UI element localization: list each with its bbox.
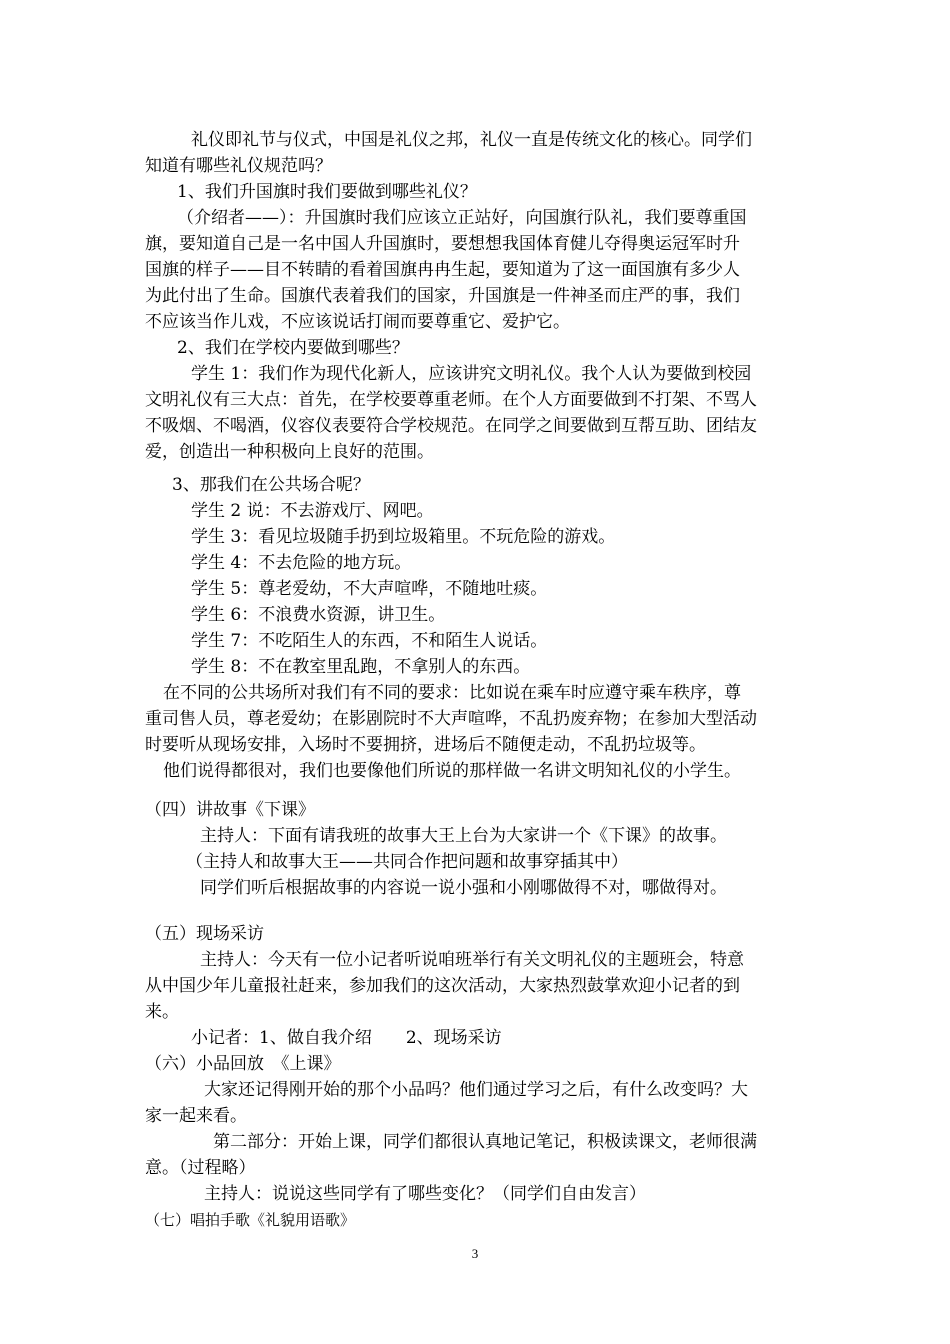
text-line: 他们说得都很对，我们也要像他们所说的那样做一名讲文明知礼仪的小学生。 <box>163 761 741 781</box>
text-line: 大家还记得刚开始的那个小品吗？他们通过学习之后，有什么改变吗？大 <box>204 1080 748 1100</box>
text-line: 主持人：下面有请我班的故事大王上台为大家讲一个《下课》的故事。 <box>200 826 727 846</box>
text-line: 学生 2 说：不去游戏厅、网吧。 <box>191 501 434 521</box>
text-line: （主持人和故事大王——共同合作把问题和故事穿插其中） <box>186 852 628 872</box>
text-line: 不应该当作儿戏，不应该说话打闹而要尊重它、爱护它。 <box>145 312 570 332</box>
section-heading: （七）唱拍手歌《礼貌用语歌》 <box>145 1211 356 1229</box>
text-line: 知道有哪些礼仪规范吗？ <box>145 156 332 176</box>
section-heading: （四）讲故事《下课》 <box>145 800 315 820</box>
text-line: 在不同的公共场所对我们有不同的要求：比如说在乘车时应遵守乘车秩序，尊 <box>163 683 741 703</box>
text-line: 为此付出了生命。国旗代表着我们的国家，升国旗是一件神圣而庄严的事，我们 <box>145 286 740 306</box>
text-line: 爱，创造出一种积极向上良好的范围。 <box>145 442 434 462</box>
text-line: 重司售人员，尊老爱幼；在影剧院时不大声喧哗，不乱扔废弃物；在参加大型活动 <box>145 709 757 729</box>
text-line: 主持人：说说这些同学有了哪些变化？（同学们自由发言） <box>204 1184 646 1204</box>
text-line: 2、我们在学校内要做到哪些？ <box>177 338 409 358</box>
text-line: 学生 3：看见垃圾随手扔到垃圾箱里。不玩危险的游戏。 <box>191 527 616 547</box>
text-line: 学生 4：不去危险的地方玩。 <box>191 553 412 573</box>
text-line: 礼仪即礼节与仪式，中国是礼仪之邦，礼仪一直是传统文化的核心。同学们 <box>191 130 752 150</box>
text-line: 学生 7：不吃陌生人的东西，不和陌生人说话。 <box>191 631 548 651</box>
text-line: 学生 5：尊老爱幼，不大声喧哗，不随地吐痰。 <box>191 579 548 599</box>
text-line: 意。（过程略） <box>145 1158 256 1178</box>
section-heading: （六）小品回放 《上课》 <box>145 1054 341 1074</box>
text-line: 1、我们升国旗时我们要做到哪些礼仪？ <box>177 182 477 202</box>
text-line: 从中国少年儿童报社赶来，参加我们的这次活动，大家热烈鼓掌欢迎小记者的到 <box>145 976 740 996</box>
text-line: 学生 6：不浪费水资源，讲卫生。 <box>191 605 446 625</box>
page-number: 3 <box>471 1246 479 1261</box>
text-line: 同学们听后根据故事的内容说一说小强和小刚哪做得不对，哪做得对。 <box>200 878 727 898</box>
text-line: 家一起来看。 <box>145 1106 247 1126</box>
text-line: 文明礼仪有三大点：首先，在学校要尊重老师。在个人方面要做到不打架、不骂人 <box>145 390 757 410</box>
text-line: 国旗的样子——目不转睛的看着国旗冉冉生起，要知道为了这一面国旗有多少人 <box>145 260 740 280</box>
text-line: 不吸烟、不喝酒，仪容仪表要符合学校规范。在同学之间要做到互帮互助、团结友 <box>145 416 757 436</box>
text-line: 学生 1：我们作为现代化新人，应该讲究文明礼仪。我个人认为要做到校园 <box>191 364 752 384</box>
text-line: 来。 <box>145 1002 179 1022</box>
text-line: 主持人：今天有一位小记者听说咱班举行有关文明礼仪的主题班会，特意 <box>200 950 744 970</box>
text-line: 时要听从现场安排，入场时不要拥挤，进场后不随便走动，不乱扔垃圾等。 <box>145 735 706 755</box>
text-line: 第二部分：开始上课，同学们都很认真地记笔记，积极读课文，老师很满 <box>213 1132 757 1152</box>
text-line: （介绍者——）：升国旗时我们应该立正站好，向国旗行队礼，我们要尊重国 <box>177 208 747 228</box>
text-line: 学生 8：不在教室里乱跑，不拿别人的东西。 <box>191 657 531 677</box>
text-line: 小记者：1、做自我介绍 2、现场采访 <box>191 1028 502 1048</box>
text-line: 旗，要知道自己是一名中国人升国旗时，要想想我国体育健儿夺得奥运冠军时升 <box>145 234 740 254</box>
section-heading: （五）现场采访 <box>145 924 264 944</box>
text-line: 3、那我们在公共场合呢？ <box>172 475 370 495</box>
